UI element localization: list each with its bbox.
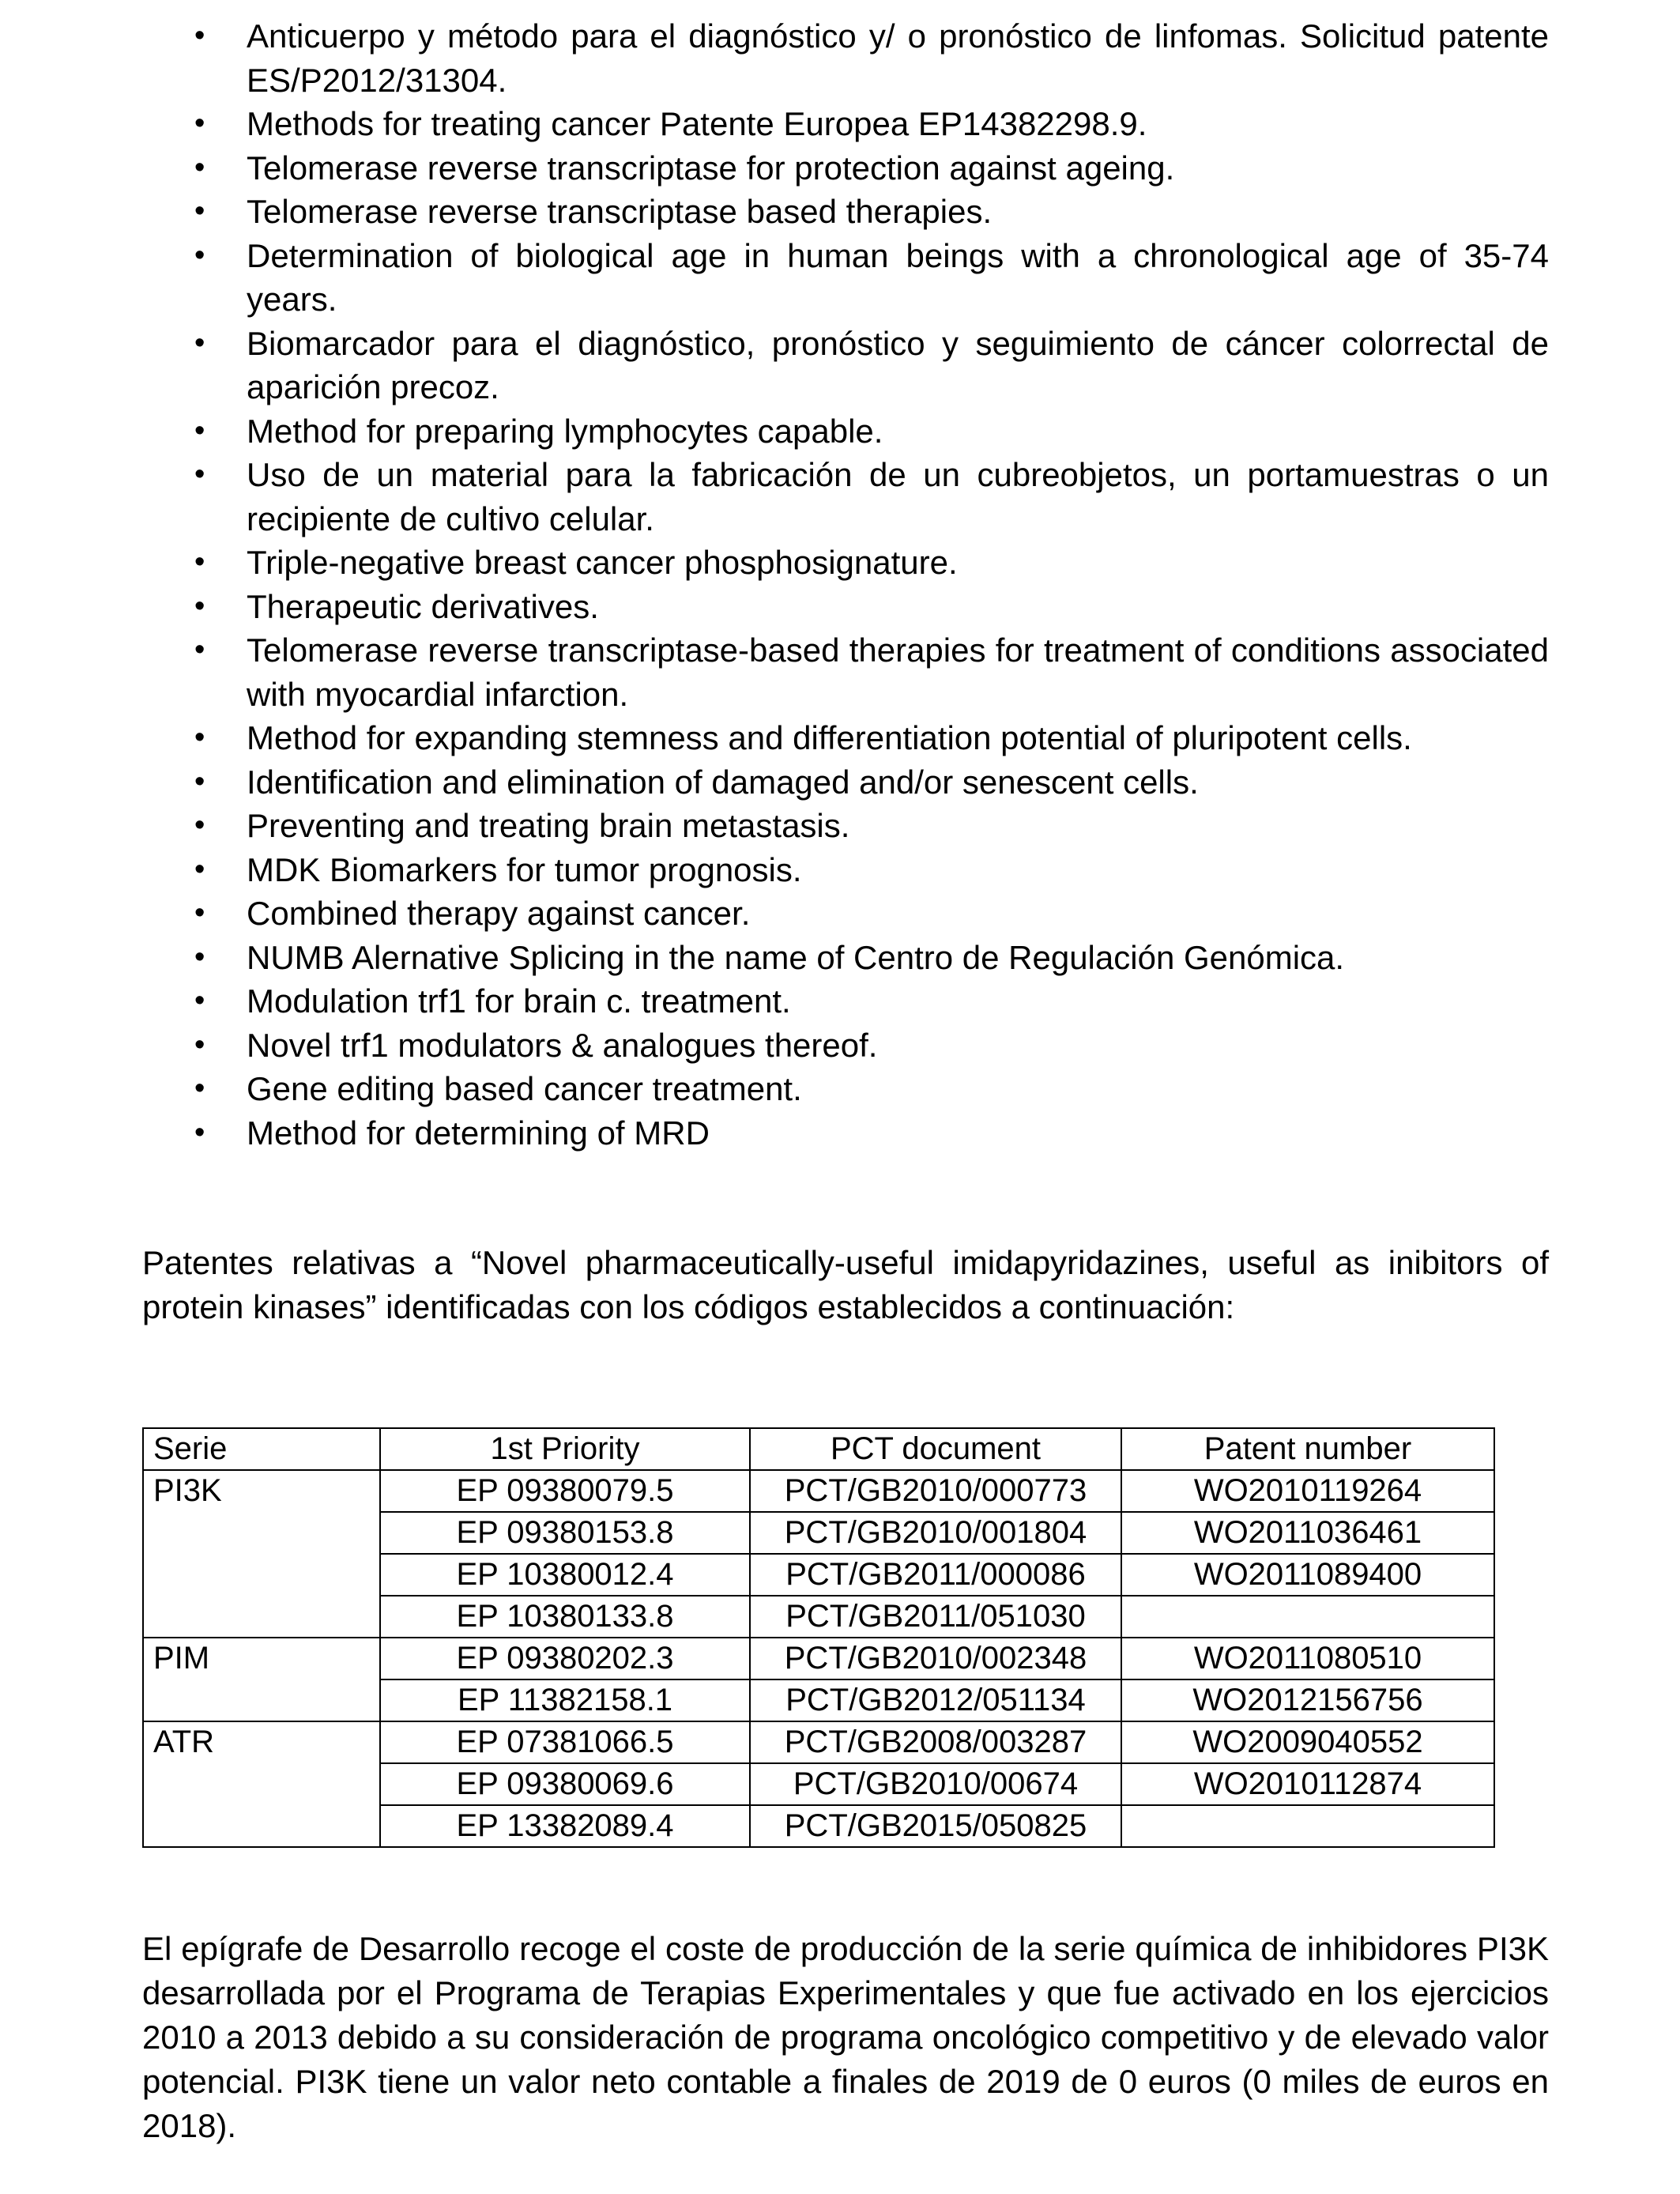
list-item [158,848,1549,892]
bullet-icon: • [194,326,205,360]
list-item-text: MDK Biomarkers for tumor prognosis. [247,850,802,888]
bullet-icon: • [194,852,205,886]
bullet-icon: • [194,150,205,184]
list-item-text: Method for determining of MRD [247,1114,710,1152]
bullet-icon: • [194,984,205,1017]
list-item [158,804,1549,848]
pct-cell: PCT/GB2015/050825 [750,1805,1121,1847]
patent-cell: WO2010112874 [1121,1763,1494,1805]
list-item-text: Novel trf1 modulators & analogues thereof. [247,1026,878,1064]
bullet-icon: • [194,764,205,798]
list-item-text: Therapeutic derivatives. [247,587,599,625]
patent-cell: WO2011089400 [1121,1554,1494,1596]
pct-cell: PCT/GB2010/00674 [750,1763,1121,1805]
list-item-text: Telomerase reverse transcriptase based therapies. [247,193,993,230]
list-item-text: Combined therapy against cancer. [247,895,751,932]
header-pct: PCT document [750,1428,1121,1470]
list-item-text: Preventing and treating brain metastasis. [247,807,850,844]
table-row [143,1554,1494,1596]
pct-cell: PCT/GB2012/051134 [750,1679,1121,1721]
list-item [158,102,1549,146]
bullet-icon: • [194,107,205,140]
table-row [143,1805,1494,1847]
list-item [158,146,1549,190]
bullet-icon: • [194,721,205,754]
table-row [143,1721,1494,1763]
patent-bullet-list [158,14,1549,1155]
list-item-text: Anticuerpo y método para el diagnóstico y/ o pronóstico de linfomas. Solicitud patente ES/P2012/31304. [247,17,1549,99]
list-item-text: Uso de un material para la fabricación de un cubreobjetos, un portamuestras o un recipiente de cultivo celular. [247,456,1549,537]
serie-cell: PIM [143,1638,380,1679]
bullet-icon: • [194,1072,205,1105]
list-item [158,322,1549,409]
list-item [158,892,1549,936]
intro-paragraph: Patentes relativas a “Novel pharmaceutically-useful imidapyridazines, useful as inibitors of protein kinases” identificadas con los códigos establecidos a continuación: [142,1244,1549,1325]
patent-cell: WO2011036461 [1121,1512,1494,1554]
list-item [158,1067,1549,1111]
header-priority: 1st Priority [380,1428,750,1470]
list-item [158,716,1549,760]
priority-cell: EP 13382089.4 [380,1805,750,1847]
list-item [158,1111,1549,1155]
list-item [158,190,1549,234]
list-item-text: NUMB Alernative Splicing in the name of Centro de Regulación Genómica. [247,938,1345,976]
bullet-icon: • [194,413,205,447]
serie-cell [143,1763,380,1805]
priority-cell: EP 09380069.6 [380,1763,750,1805]
pct-cell: PCT/GB2011/051030 [750,1596,1121,1638]
bullet-icon: • [194,19,205,52]
priority-cell: EP 10380133.8 [380,1596,750,1638]
patent-cell: WO2011080510 [1121,1638,1494,1679]
list-item [158,234,1549,322]
priority-cell: EP 09380079.5 [380,1470,750,1512]
bullet-icon: • [194,940,205,974]
list-item [158,1023,1549,1068]
list-item [158,979,1549,1023]
bullet-icon: • [194,1027,205,1061]
pct-cell: PCT/GB2010/000773 [750,1470,1121,1512]
table-row [143,1763,1494,1805]
table-row [143,1470,1494,1512]
list-item [158,14,1549,102]
bullet-icon: • [194,238,205,272]
table-row [143,1512,1494,1554]
patent-cell: WO2009040552 [1121,1721,1494,1763]
list-item-text: Modulation trf1 for brain c. treatment. [247,982,791,1020]
bullet-icon: • [194,545,205,579]
pct-cell: PCT/GB2010/001804 [750,1512,1121,1554]
list-item-text: Methods for treating cancer Patente Europea EP14382298.9. [247,105,1147,142]
priority-cell: EP 07381066.5 [380,1721,750,1763]
patent-cell: WO2012156756 [1121,1679,1494,1721]
list-item [158,409,1549,454]
bullet-icon: • [194,1115,205,1149]
list-item-text: Method for preparing lymphocytes capable. [247,412,883,450]
pct-cell: PCT/GB2010/002348 [750,1638,1121,1679]
serie-cell: ATR [143,1721,380,1763]
patent-table [142,1427,1495,1848]
bullet-icon: • [194,589,205,623]
list-item [158,585,1549,629]
priority-cell: EP 11382158.1 [380,1679,750,1721]
list-item-text: Biomarcador para el diagnóstico, pronóstico y seguimiento de cáncer colorrectal de aparición precoz. [247,324,1549,405]
table-header-row [143,1428,1494,1470]
patent-cell [1121,1596,1494,1638]
bullet-icon: • [194,633,205,666]
serie-cell [143,1554,380,1596]
bullet-icon: • [194,194,205,228]
serie-cell [143,1596,380,1638]
list-item-text: Telomerase reverse transcriptase-based therapies for treatment of conditions associated with myocardial infarction. [247,631,1549,713]
list-item-text: Gene editing based cancer treatment. [247,1070,802,1107]
list-item [158,936,1549,980]
priority-cell: EP 09380202.3 [380,1638,750,1679]
list-item [158,760,1549,805]
header-serie: Serie [143,1428,380,1470]
table-row [143,1596,1494,1638]
table-row [143,1638,1494,1679]
list-item-text: Triple-negative breast cancer phosphosignature. [247,544,958,581]
bullet-icon: • [194,896,205,929]
list-item-text: Method for expanding stemness and differentiation potential of pluripotent cells. [247,719,1412,756]
list-item-text: Determination of biological age in human beings with a chronological age of 35-74 years. [247,236,1549,318]
table-row [143,1679,1494,1721]
bullet-icon: • [194,458,205,491]
serie-cell: PI3K [143,1470,380,1512]
list-item [158,628,1549,716]
pct-cell: PCT/GB2008/003287 [750,1721,1121,1763]
patent-cell: WO2010119264 [1121,1470,1494,1512]
pct-cell: PCT/GB2011/000086 [750,1554,1121,1596]
header-patent: Patent number [1121,1428,1494,1470]
priority-cell: EP 09380153.8 [380,1512,750,1554]
list-item-text: Identification and elimination of damaged and/or senescent cells. [247,763,1199,801]
list-item [158,541,1549,585]
patent-cell [1121,1805,1494,1847]
bullet-icon: • [194,809,205,842]
serie-cell [143,1805,380,1847]
priority-cell: EP 10380012.4 [380,1554,750,1596]
serie-cell [143,1512,380,1554]
serie-cell [143,1679,380,1721]
closing-paragraph: El epígrafe de Desarrollo recoge el coste de producción de la serie química de inhibidores PI3K desarrollada por el Programa de Terapias Experimentales y que fue activado en los ejercicios 2010 a 2013 debido a su consideración de programa oncológico competitivo y de elevado valor potencial. PI3K tiene un valor neto contable a finales de 2019 de 0 euros (0 miles de euros en 2018). [142,1930,1549,2144]
list-item-text: Telomerase reverse transcriptase for protection against ageing. [247,149,1175,187]
list-item [158,453,1549,541]
